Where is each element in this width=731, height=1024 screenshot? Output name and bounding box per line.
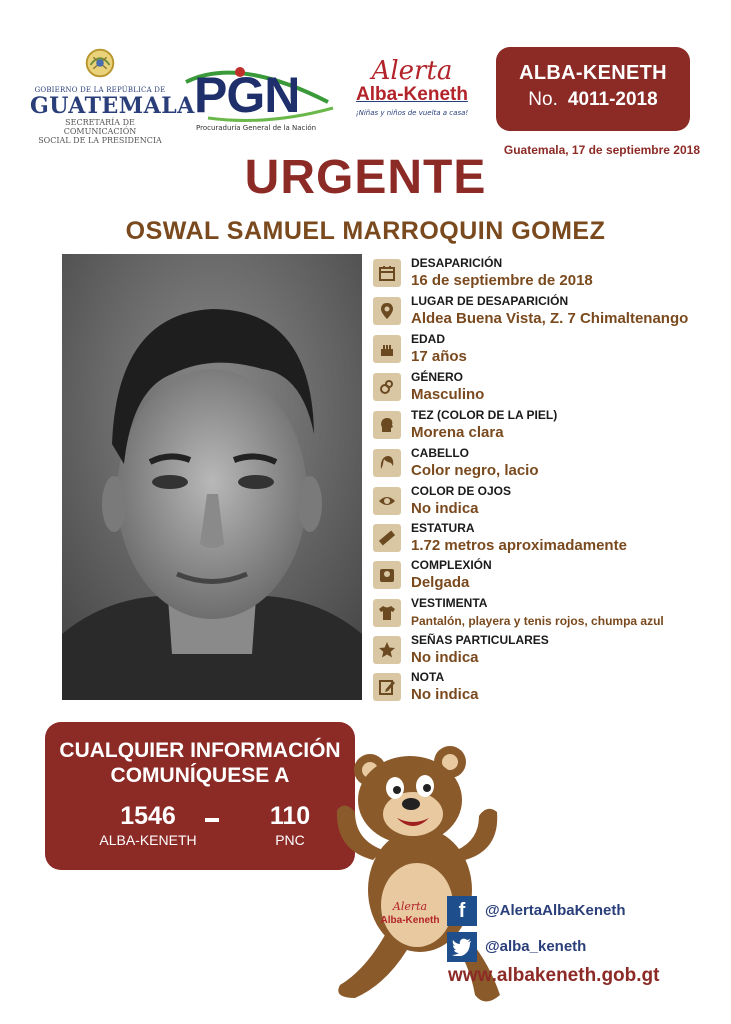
note-edit-icon (373, 673, 401, 701)
issue-date: Guatemala, 17 de septiembre 2018 (503, 143, 700, 157)
detail-value: Aldea Buena Vista, Z. 7 Chimaltenango (411, 310, 689, 327)
detail-row-desaparicion (373, 256, 723, 294)
case-no-label: No. (528, 89, 558, 110)
detail-value: Masculino (411, 386, 485, 403)
phone-pnc[interactable]: 110 (269, 802, 311, 830)
detail-label: COLOR DE OJOS (411, 484, 512, 498)
detail-row-genero (373, 370, 723, 408)
location-pin-icon (373, 297, 401, 325)
detail-row-edad (373, 332, 723, 370)
gov-sub-2: SOCIAL DE LA PRESIDENCIA (38, 136, 162, 145)
coat-of-arms-icon (81, 44, 119, 82)
gov-name: GUATEMALA (30, 93, 195, 119)
gender-icon (373, 373, 401, 401)
website-link[interactable]: www.albakeneth.gob.gt (448, 965, 660, 986)
detail-value: Color negro, lacio (411, 462, 539, 479)
detail-value: 1.72 metros aproximadamente (411, 537, 627, 554)
detail-label: VESTIMENTA (411, 596, 488, 610)
facebook-handle[interactable]: @AlertaAlbaKeneth (485, 902, 626, 919)
detail-value: No indica (411, 686, 479, 703)
pgn-wordmark: PGN (194, 67, 300, 123)
detail-row-cabello (373, 446, 723, 484)
case-number: 4011-2018 (567, 89, 658, 110)
detail-label: COMPLEXIÓN (411, 558, 492, 572)
twitter-handle[interactable]: @alba_keneth (485, 938, 587, 955)
mascot-badge (360, 900, 460, 928)
detail-row-nota (373, 670, 723, 708)
case-title: ALBA-KENETH (519, 62, 667, 84)
gov-line: GOBIERNO DE LA REPÚBLICA DE (34, 86, 166, 94)
org-pnc: PNC (275, 832, 305, 848)
missing-person-name: OSWAL SAMUEL MARROQUIN GOMEZ (125, 217, 606, 245)
detail-label: NOTA (411, 670, 445, 684)
alerta-word: Alerta (371, 56, 453, 86)
detail-label: LUGAR DE DESAPARICIÓN (411, 294, 569, 308)
gov-sub-1: SECRETARÍA DE COMUNICACIÓN (63, 118, 137, 136)
contact-info-box (45, 722, 355, 870)
alerta-slogan: ¡Niñas y niños de vuelta a casa! (355, 109, 469, 117)
facebook-icon: f (447, 896, 477, 926)
detail-label: DESAPARICIÓN (411, 256, 503, 270)
detail-row-vestimenta (373, 596, 723, 634)
detail-value: Morena clara (411, 424, 504, 441)
eye-icon (373, 487, 401, 515)
case-number-badge (496, 47, 690, 131)
urgency-heading: URGENTE (244, 151, 487, 204)
detail-row-lugar (373, 294, 723, 332)
separator-dash (205, 818, 219, 822)
scale-icon (373, 561, 401, 589)
mascot-badge-brand: Alba-Keneth (380, 915, 440, 926)
detail-value: No indica (411, 649, 479, 666)
detail-label: TEZ (COLOR DE LA PIEL) (411, 408, 558, 422)
detail-label: GÉNERO (411, 370, 464, 384)
detail-value: Delgada (411, 574, 470, 591)
detail-label: CABELLO (411, 446, 469, 460)
detail-label: EDAD (411, 332, 446, 346)
ruler-icon (373, 524, 401, 552)
detail-value: Pantalón, playera y tenis rojos, chumpa azul (411, 614, 664, 628)
alerta-brand: Alba-Keneth (356, 84, 468, 105)
star-icon (373, 636, 401, 664)
detail-value: 16 de septiembre de 2018 (411, 272, 593, 289)
missing-person-photo (62, 254, 362, 700)
detail-row-ojos (373, 484, 723, 522)
org-alba-keneth: ALBA-KENETH (99, 832, 197, 848)
detail-value: 17 años (411, 348, 467, 365)
detail-row-estatura (373, 521, 723, 559)
contact-line-2: COMUNÍQUESE A (110, 764, 290, 787)
birthday-cake-icon (373, 335, 401, 363)
shirt-icon (373, 599, 401, 627)
alerta-alba-keneth-logo (342, 58, 482, 138)
guatemala-government-logo (30, 44, 195, 154)
detail-label: SEÑAS PARTICULARES (411, 633, 549, 647)
detail-row-complexion (373, 558, 723, 596)
contact-line-1: CUALQUIER INFORMACIÓN (59, 739, 341, 762)
pgn-caption: Procuraduría General de la Nación (196, 124, 317, 132)
detail-row-tez (373, 408, 723, 446)
detail-label: ESTATURA (411, 521, 475, 535)
calendar-icon (373, 259, 401, 287)
phone-alba-keneth[interactable]: 1546 (120, 802, 176, 830)
hair-icon (373, 449, 401, 477)
mascot-badge-word: Alerta (392, 900, 428, 913)
detail-row-senas (373, 633, 723, 671)
head-profile-icon (373, 411, 401, 439)
twitter-icon (447, 932, 477, 962)
detail-value: No indica (411, 500, 479, 517)
pgn-logo (178, 60, 338, 140)
